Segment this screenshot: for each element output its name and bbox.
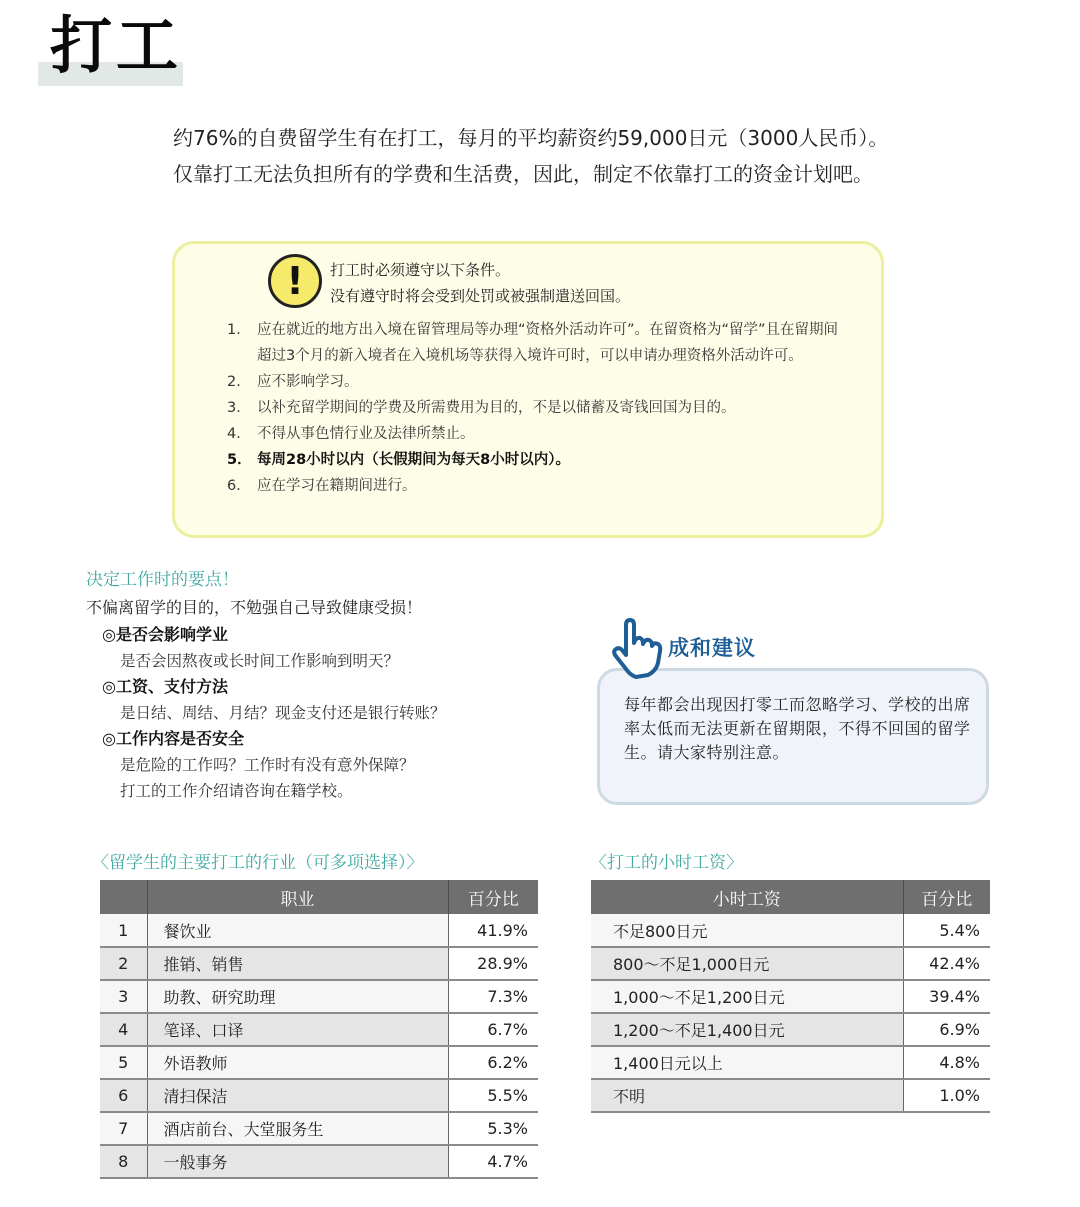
rule-number: 6． xyxy=(227,478,251,494)
point-title: ◎工作内容是否安全 xyxy=(102,729,244,748)
pct-cell: 4.8% xyxy=(903,1046,990,1079)
point-item xyxy=(102,674,566,726)
warning-icon: ! xyxy=(268,254,322,308)
rule-text: 应不影响学习。 xyxy=(257,374,359,390)
col-pct-header: 百分比 xyxy=(903,880,990,914)
table-header-row xyxy=(591,880,990,914)
rule-text: 以补充留学期间的学费及所需费用为目的，不是以储蓄及寄钱回国为目的。 xyxy=(257,400,736,416)
notice-heading-line2: 没有遵守时将会受到处罚或被强制遣送回国。 xyxy=(330,287,631,305)
points-heading: 决定工作时的要点！ xyxy=(86,570,239,590)
table-row xyxy=(100,1112,538,1145)
table-row xyxy=(591,980,990,1013)
rule-text: 应在学习在籍期间进行。 xyxy=(257,478,417,494)
wage-table-title: 〈打工的小时工资〉 xyxy=(590,853,743,873)
rule-item xyxy=(227,421,847,447)
point-desc: 是否会因熬夜或长时间工作影响到明天？ xyxy=(120,652,400,670)
notice-heading xyxy=(330,257,630,309)
pct-cell: 28.9% xyxy=(448,947,538,980)
pct-cell: 5.5% xyxy=(448,1079,538,1112)
rank-cell: 5 xyxy=(100,1046,147,1079)
wage-range-cell: 不足800日元 xyxy=(591,914,903,947)
job-cell: 清扫保洁 xyxy=(147,1079,448,1112)
rule-text: 每周28小时以内（长假期间为每天8小时以内）。 xyxy=(257,452,571,468)
job-cell: 酒店前台、大堂服务生 xyxy=(147,1112,448,1145)
job-selection-points xyxy=(86,566,566,804)
notice-heading-line1: 打工时必须遵守以下条件。 xyxy=(330,261,511,279)
table-row xyxy=(591,1079,990,1112)
table-row xyxy=(591,947,990,980)
pct-cell: 1.0% xyxy=(903,1079,990,1112)
rank-cell: 3 xyxy=(100,980,147,1013)
rule-item xyxy=(227,317,847,369)
advice-text: 每年都会出现因打零工而忽略学习、学校的出席率太低而无法更新在留期限，不得不回国的留学生。请大家特别注意。 xyxy=(624,695,971,762)
rank-cell: 7 xyxy=(100,1112,147,1145)
wage-range-cell: 不明 xyxy=(591,1079,903,1112)
hourly-wage-table xyxy=(591,880,990,1113)
table-header-row xyxy=(100,880,538,914)
job-cell: 外语教师 xyxy=(147,1046,448,1079)
point-desc: 打工的工作介绍请咨询在籍学校。 xyxy=(120,782,353,800)
table-row xyxy=(100,980,538,1013)
rule-number: 2． xyxy=(227,374,251,390)
pct-cell: 7.3% xyxy=(448,980,538,1013)
points-lead: 不偏离留学的目的，不勉强自己导致健康受损！ xyxy=(86,598,423,617)
wage-range-cell: 1,000～不足1,200日元 xyxy=(591,980,903,1013)
rank-cell: 1 xyxy=(100,914,147,947)
pct-cell: 5.4% xyxy=(903,914,990,947)
industry-table-title: 〈留学生的主要打工的行业（可多项选择）〉 xyxy=(92,853,424,873)
table-row xyxy=(100,1013,538,1046)
table-row xyxy=(591,1046,990,1079)
intro-paragraph: 约76%的自费留学生有在打工，每月的平均薪资约59,000日元（3000人民币）。仅靠打工无法负担所有的学费和生活费，因此，制定不依靠打工的资金计划吧。 xyxy=(173,126,889,186)
point-title: ◎工资、支付方法 xyxy=(102,677,228,696)
rules-list xyxy=(227,317,847,499)
rule-item xyxy=(227,369,847,395)
pct-cell: 42.4% xyxy=(903,947,990,980)
rank-cell: 2 xyxy=(100,947,147,980)
point-item xyxy=(102,622,566,674)
pct-cell: 5.3% xyxy=(448,1112,538,1145)
table-row xyxy=(100,914,538,947)
rule-item xyxy=(227,473,847,499)
wage-range-cell: 800～不足1,000日元 xyxy=(591,947,903,980)
pct-cell: 4.7% xyxy=(448,1145,538,1178)
col-wage-header: 小时工资 xyxy=(591,880,903,914)
job-cell: 一般事务 xyxy=(147,1145,448,1178)
rule-number: 4． xyxy=(227,426,251,442)
job-cell: 餐饮业 xyxy=(147,914,448,947)
table-row xyxy=(100,1145,538,1178)
col-rank-header xyxy=(100,880,147,914)
industry-table xyxy=(100,880,538,1179)
point-desc: 是危险的工作吗？工作时有没有意外保障？ xyxy=(120,756,415,774)
pct-cell: 6.9% xyxy=(903,1013,990,1046)
advice-box xyxy=(597,668,989,805)
wage-range-cell: 1,400日元以上 xyxy=(591,1046,903,1079)
table-row xyxy=(100,1079,538,1112)
point-desc: 是日结、周结、月结？现金支付还是银行转账？ xyxy=(120,704,446,722)
col-job-header: 职业 xyxy=(147,880,448,914)
pct-cell: 6.7% xyxy=(448,1013,538,1046)
job-cell: 推销、销售 xyxy=(147,947,448,980)
rule-text: 应在就近的地方出入境在留管理局等办理“资格外活动许可”。在留资格为“留学”且在留期间超过3个月的新入境者在入境机场等获得入境许可时，可以申请办理资格外活动许可。 xyxy=(257,322,839,364)
rule-item xyxy=(227,395,847,421)
pct-cell: 41.9% xyxy=(448,914,538,947)
work-conditions-notice xyxy=(172,241,884,538)
point-title: ◎是否会影响学业 xyxy=(102,625,228,644)
page-title: 打工 xyxy=(50,9,183,82)
table-row xyxy=(100,1046,538,1079)
rule-number: 1． xyxy=(227,322,251,338)
rank-cell: 8 xyxy=(100,1145,147,1178)
rank-cell: 6 xyxy=(100,1079,147,1112)
table-row xyxy=(591,1013,990,1046)
advice-title: 成和建议 xyxy=(668,636,756,660)
table-row xyxy=(591,914,990,947)
col-pct-header: 百分比 xyxy=(448,880,538,914)
pct-cell: 39.4% xyxy=(903,980,990,1013)
rank-cell: 4 xyxy=(100,1013,147,1046)
rule-number: 5． xyxy=(227,452,252,468)
point-item xyxy=(102,726,566,804)
wage-range-cell: 1,200～不足1,400日元 xyxy=(591,1013,903,1046)
pct-cell: 6.2% xyxy=(448,1046,538,1079)
table-row xyxy=(100,947,538,980)
rule-number: 3． xyxy=(227,400,251,416)
rule-text: 不得从事色情行业及法律所禁止。 xyxy=(257,426,475,442)
job-cell: 笔译、口译 xyxy=(147,1013,448,1046)
pointing-hand-icon xyxy=(610,617,666,679)
job-cell: 助教、研究助理 xyxy=(147,980,448,1013)
rule-item xyxy=(227,447,847,473)
